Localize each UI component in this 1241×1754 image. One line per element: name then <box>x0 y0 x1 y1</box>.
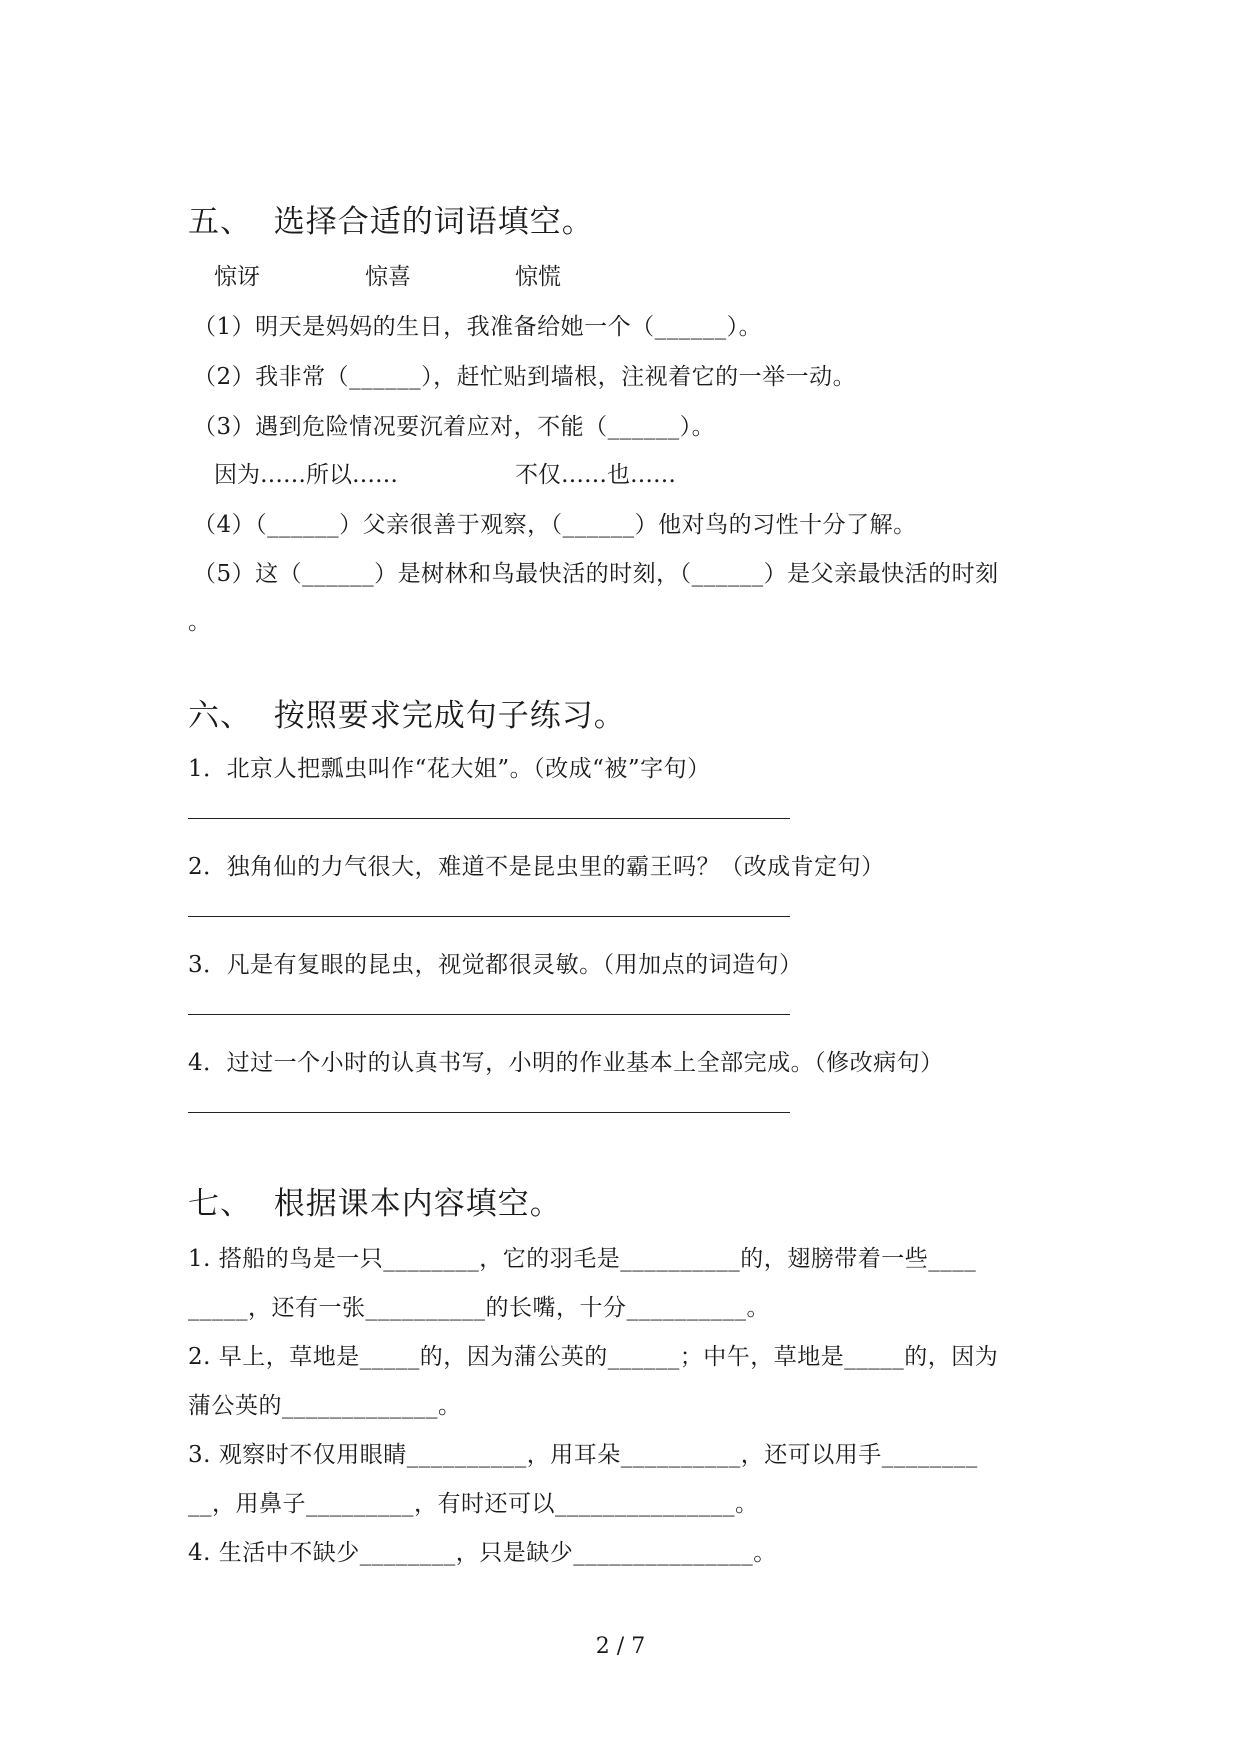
conjunction-option: 因为……所以…… <box>214 462 398 488</box>
fill-line: 蒲公英的_____________。 <box>188 1393 462 1419</box>
fill-line: 4. 生活中不缺少________，只是缺少_______________。 <box>188 1540 777 1566</box>
question-5: （5）这（______）是树林和鸟最快活的时刻，（______）是父亲最快活的时刻 <box>193 561 999 587</box>
exercise-1: 1．北京人把瓢虫叫作“花大姐”。（改成“被”字句） <box>188 756 711 782</box>
question-5-continuation: 。 <box>188 609 212 635</box>
exercise-2: 2．独角仙的力气很大，难道不是昆虫里的霸王吗？（改成肯定句） <box>188 854 885 880</box>
section-5-heading: 五、 选择合适的词语填空。 <box>188 204 594 240</box>
question-3: （3）遇到危险情况要沉着应对，不能（______）。 <box>193 414 716 440</box>
answer-line <box>188 818 790 819</box>
question-4: （4）（______）父亲很善于观察，（______）他对鸟的习性十分了解。 <box>193 512 917 538</box>
page-number: 2 / 7 <box>595 1634 646 1659</box>
fill-line: 2. 早上，草地是_____的，因为蒲公英的______；中午，草地是_____的，因为 <box>188 1344 999 1370</box>
question-1: （1）明天是妈妈的生日，我准备给她一个（______）。 <box>193 314 763 340</box>
word-option: 惊慌 <box>515 264 561 290</box>
section-7-heading: 七、 根据课本内容填空。 <box>188 1186 562 1222</box>
exercise-3: 3．凡是有复眼的昆虫，视觉都很灵敏。（用加点的词造句） <box>188 952 803 978</box>
conjunction-option: 不仅……也…… <box>515 462 676 488</box>
answer-line <box>188 1014 790 1015</box>
answer-line <box>188 916 790 917</box>
question-2: （2）我非常（______），赶忙贴到墙根，注视着它的一举一动。 <box>193 364 857 390</box>
fill-line: 1. 搭船的鸟是一只________，它的羽毛是__________的，翅膀带着一些____ <box>188 1246 977 1272</box>
fill-line: _____，还有一张__________的长嘴，十分__________。 <box>188 1295 770 1321</box>
answer-line <box>188 1112 790 1113</box>
fill-line: __，用鼻子_________，有时还可以_______________。 <box>188 1491 759 1517</box>
word-option: 惊喜 <box>365 264 411 290</box>
exercise-4: 4．过过一个小时的认真书写，小明的作业基本上全部完成。（修改病句） <box>188 1050 944 1076</box>
fill-line: 3. 观察时不仅用眼睛__________，用耳朵__________，还可以用手________ <box>188 1442 978 1468</box>
word-option: 惊讶 <box>214 264 260 290</box>
section-6-heading: 六、 按照要求完成句子练习。 <box>188 698 626 734</box>
